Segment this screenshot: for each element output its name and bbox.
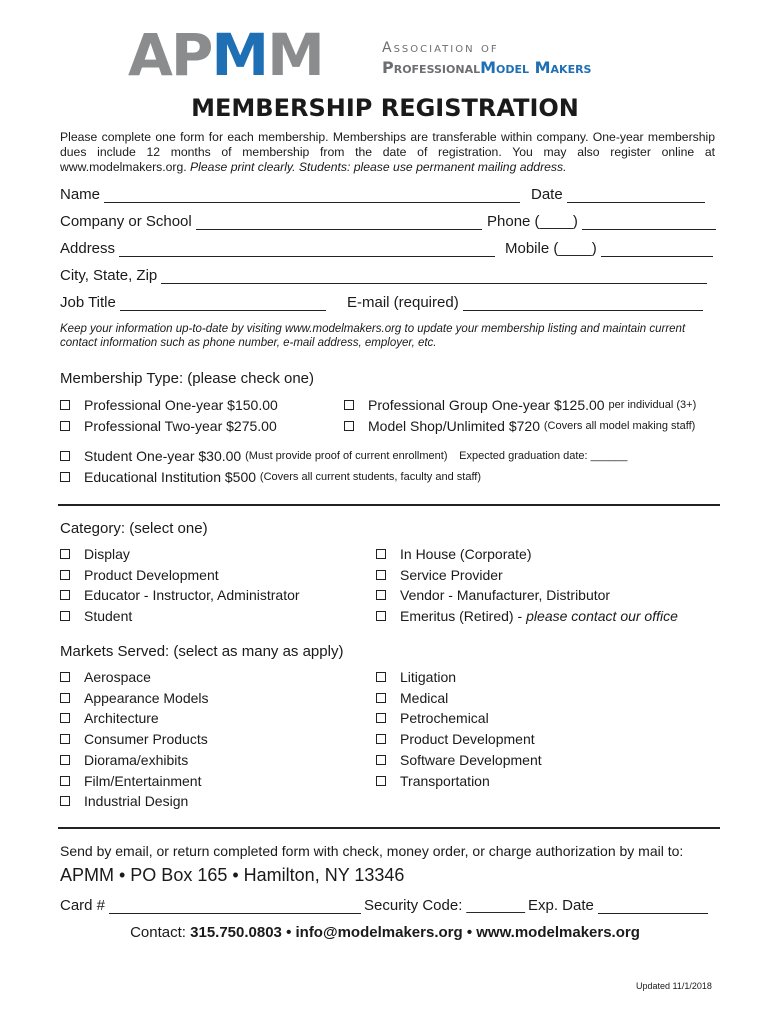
- email-field[interactable]: [347, 294, 703, 311]
- option-note: (Must provide proof of current enrollment): [245, 450, 448, 462]
- checkbox-option[interactable]: [60, 690, 209, 706]
- logo-assoc-line1: Association of: [382, 40, 499, 56]
- option-label: Educator - Instructor, Administrator: [84, 587, 300, 604]
- date-label: Date: [531, 186, 563, 203]
- security-code-label: Security Code: _______: [364, 897, 525, 914]
- checkbox[interactable]: [344, 421, 354, 431]
- city-field[interactable]: [60, 267, 707, 284]
- option-label: Medical: [400, 689, 449, 706]
- logo-m-blue: M: [211, 21, 268, 89]
- checkbox-option[interactable]: [60, 710, 159, 726]
- option-label: Professional Two-year $275.00: [84, 418, 277, 434]
- phone-line[interactable]: [582, 215, 716, 230]
- option-label: Architecture: [84, 710, 159, 727]
- mailing-address: APMM • PO Box 165 • Hamilton, NY 13346: [60, 865, 405, 885]
- option-label: Software Development: [400, 751, 542, 768]
- option-label: Vendor - Manufacturer, Distributor: [400, 587, 611, 604]
- apmm-logo: [128, 21, 648, 89]
- checkbox[interactable]: [60, 796, 70, 806]
- company-field[interactable]: [60, 213, 482, 230]
- security-code-field[interactable]: [364, 897, 525, 914]
- company-label: Company or School: [60, 213, 192, 230]
- checkbox-option[interactable]: [60, 731, 208, 747]
- checkbox-option[interactable]: [376, 669, 456, 685]
- checkbox[interactable]: [376, 672, 386, 682]
- job-title-line[interactable]: [120, 296, 326, 311]
- phone-field[interactable]: [487, 213, 716, 230]
- intro-italic: Please print clearly. Students: please use permanent mailing address.: [190, 160, 567, 174]
- option-note: (Covers all model making staff): [543, 420, 696, 432]
- checkbox[interactable]: [376, 611, 386, 621]
- membership-heading: Membership Type: (please check one): [60, 370, 315, 387]
- address-label: Address: [60, 240, 116, 257]
- option-label: Aerospace: [84, 669, 151, 685]
- name-label: Name: [60, 186, 101, 203]
- checkbox[interactable]: [60, 421, 70, 431]
- option-pro-group[interactable]: [344, 397, 696, 413]
- option-label: Product Development: [400, 731, 535, 748]
- checkbox[interactable]: [60, 672, 70, 682]
- checkbox-option[interactable]: [60, 567, 219, 583]
- option-label: Industrial Design: [84, 793, 189, 810]
- update-info-note: Keep your information up-to-date by visiting www.modelmakers.org to update your membership listing and maintain current contact information such as phone number, e-mail address, employer, etc.: [60, 323, 686, 349]
- logo-m-grey: M: [267, 21, 323, 89]
- checkbox[interactable]: [60, 611, 70, 621]
- option-note: (Covers all current students, faculty and staff): [259, 471, 482, 483]
- checkbox-option[interactable]: [376, 608, 678, 624]
- mobile-field[interactable]: [505, 240, 713, 257]
- city-label: City, State, Zip: [60, 267, 158, 284]
- category-heading: Category: (select one): [60, 520, 208, 537]
- card-number-field[interactable]: [60, 897, 361, 914]
- checkbox-option[interactable]: [376, 690, 448, 706]
- send-instructions: Send by email, or return completed form with check, money order, or charge authorization by mail to:: [60, 843, 684, 859]
- exp-date-line[interactable]: [598, 899, 708, 914]
- company-line[interactable]: [196, 215, 482, 230]
- job-title-label: Job Title: [60, 294, 116, 311]
- checkbox-option[interactable]: [376, 567, 503, 583]
- logo-model-makers: Model Makers: [480, 58, 592, 77]
- option-label: Emeritus (Retired) -: [400, 608, 523, 625]
- option-label: Transportation: [400, 772, 490, 789]
- option-pro-one-year[interactable]: [60, 397, 278, 413]
- updated-date: Updated 11/1/2018: [636, 981, 712, 991]
- checkbox-option[interactable]: [60, 608, 132, 624]
- address-field[interactable]: [60, 240, 495, 257]
- checkbox[interactable]: [60, 776, 70, 786]
- phone-label: Phone (____): [487, 213, 578, 230]
- checkbox[interactable]: [60, 755, 70, 765]
- checkbox-option[interactable]: [376, 752, 542, 768]
- checkbox[interactable]: [376, 776, 386, 786]
- option-label: Display: [84, 546, 130, 562]
- option-label: Diorama/exhibits: [84, 751, 189, 768]
- email-label: E-mail (required): [347, 294, 459, 311]
- checkbox[interactable]: [376, 693, 386, 703]
- checkbox-option[interactable]: [60, 546, 130, 562]
- option-label: Litigation: [400, 669, 457, 685]
- logo-letters: [128, 21, 323, 89]
- checkbox-option[interactable]: [376, 546, 532, 562]
- divider: [58, 827, 720, 829]
- option-student[interactable]: [60, 448, 627, 464]
- checkbox[interactable]: [60, 451, 70, 461]
- checkbox[interactable]: [60, 734, 70, 744]
- city-line[interactable]: [161, 269, 707, 284]
- mobile-line[interactable]: [601, 242, 713, 257]
- checkbox-option[interactable]: [60, 793, 188, 809]
- logo-ap: AP: [128, 21, 212, 89]
- option-label: Student: [84, 608, 133, 625]
- contact-label: Contact:: [130, 924, 186, 941]
- checkbox[interactable]: [376, 549, 386, 559]
- checkbox-option[interactable]: [376, 587, 610, 603]
- option-label: In House (Corporate): [400, 546, 532, 562]
- checkbox[interactable]: [60, 549, 70, 559]
- checkbox-option[interactable]: [60, 773, 201, 789]
- option-label: Educational Institution $500: [84, 469, 257, 485]
- markets-heading: Markets Served: (select as many as apply): [60, 643, 344, 660]
- job-title-field[interactable]: [60, 294, 326, 311]
- checkbox[interactable]: [344, 400, 354, 410]
- checkbox[interactable]: [376, 570, 386, 580]
- exp-date-label: Exp. Date: [528, 897, 594, 914]
- graduation-date-field: Expected graduation date: ______: [459, 450, 628, 462]
- checkbox-option[interactable]: [60, 587, 300, 603]
- option-note: per individual (3+): [608, 399, 697, 411]
- checkbox[interactable]: [376, 590, 386, 600]
- intro-paragraph: [60, 130, 715, 175]
- option-educational-institution[interactable]: [60, 469, 481, 485]
- date-line[interactable]: [567, 188, 705, 203]
- option-label: Student One-year $30.00: [84, 448, 242, 464]
- option-label: Product Development: [84, 566, 219, 583]
- checkbox-option[interactable]: [60, 752, 188, 768]
- option-label: Appearance Models: [84, 689, 209, 706]
- mobile-label: Mobile (____): [505, 240, 597, 257]
- option-label: Film/Entertainment: [84, 772, 202, 789]
- page-title: MEMBERSHIP REGISTRATION: [191, 94, 579, 122]
- checkbox-option[interactable]: [376, 773, 490, 789]
- option-label: Service Provider: [400, 566, 503, 583]
- contact-info: 315.750.0803 • info@modelmakers.org • www.modelmakers.org: [190, 924, 640, 941]
- contact-line: [0, 924, 770, 941]
- card-line[interactable]: [109, 899, 361, 914]
- checkbox-option[interactable]: [60, 669, 151, 685]
- option-label: Professional Group One-year $125.00: [368, 397, 605, 413]
- checkbox[interactable]: [376, 713, 386, 723]
- divider: [58, 504, 720, 506]
- name-line[interactable]: [104, 188, 520, 203]
- logo-assoc-line2: [382, 58, 591, 77]
- checkbox[interactable]: [376, 734, 386, 744]
- checkbox[interactable]: [60, 693, 70, 703]
- checkbox-option[interactable]: [376, 710, 489, 726]
- option-label: Professional One-year $150.00: [84, 397, 278, 413]
- date-field[interactable]: [531, 186, 705, 203]
- checkbox[interactable]: [376, 755, 386, 765]
- option-pro-two-year[interactable]: [60, 418, 277, 434]
- option-label: Consumer Products: [84, 731, 208, 748]
- option-model-shop[interactable]: [344, 418, 695, 434]
- checkbox-option[interactable]: [376, 731, 535, 747]
- address-line[interactable]: [119, 242, 495, 257]
- email-line[interactable]: [463, 296, 703, 311]
- option-note: please contact our office: [526, 608, 678, 625]
- name-field[interactable]: [60, 186, 520, 203]
- option-label: Model Shop/Unlimited $720: [368, 418, 540, 434]
- checkbox[interactable]: [60, 590, 70, 600]
- logo-professional: Professional: [382, 58, 481, 77]
- checkbox[interactable]: [60, 400, 70, 410]
- option-label: Petrochemical: [400, 710, 489, 727]
- checkbox[interactable]: [60, 570, 70, 580]
- intro-text: Please complete one form for each membership. Memberships are transferable within company. One-year membership dues include 12 months of membership from the date of registration. You may also register online at www.modelmakers.org.: [60, 130, 715, 174]
- exp-date-field[interactable]: [528, 897, 708, 914]
- checkbox[interactable]: [60, 472, 70, 482]
- card-label: Card #: [60, 897, 106, 914]
- checkbox[interactable]: [60, 713, 70, 723]
